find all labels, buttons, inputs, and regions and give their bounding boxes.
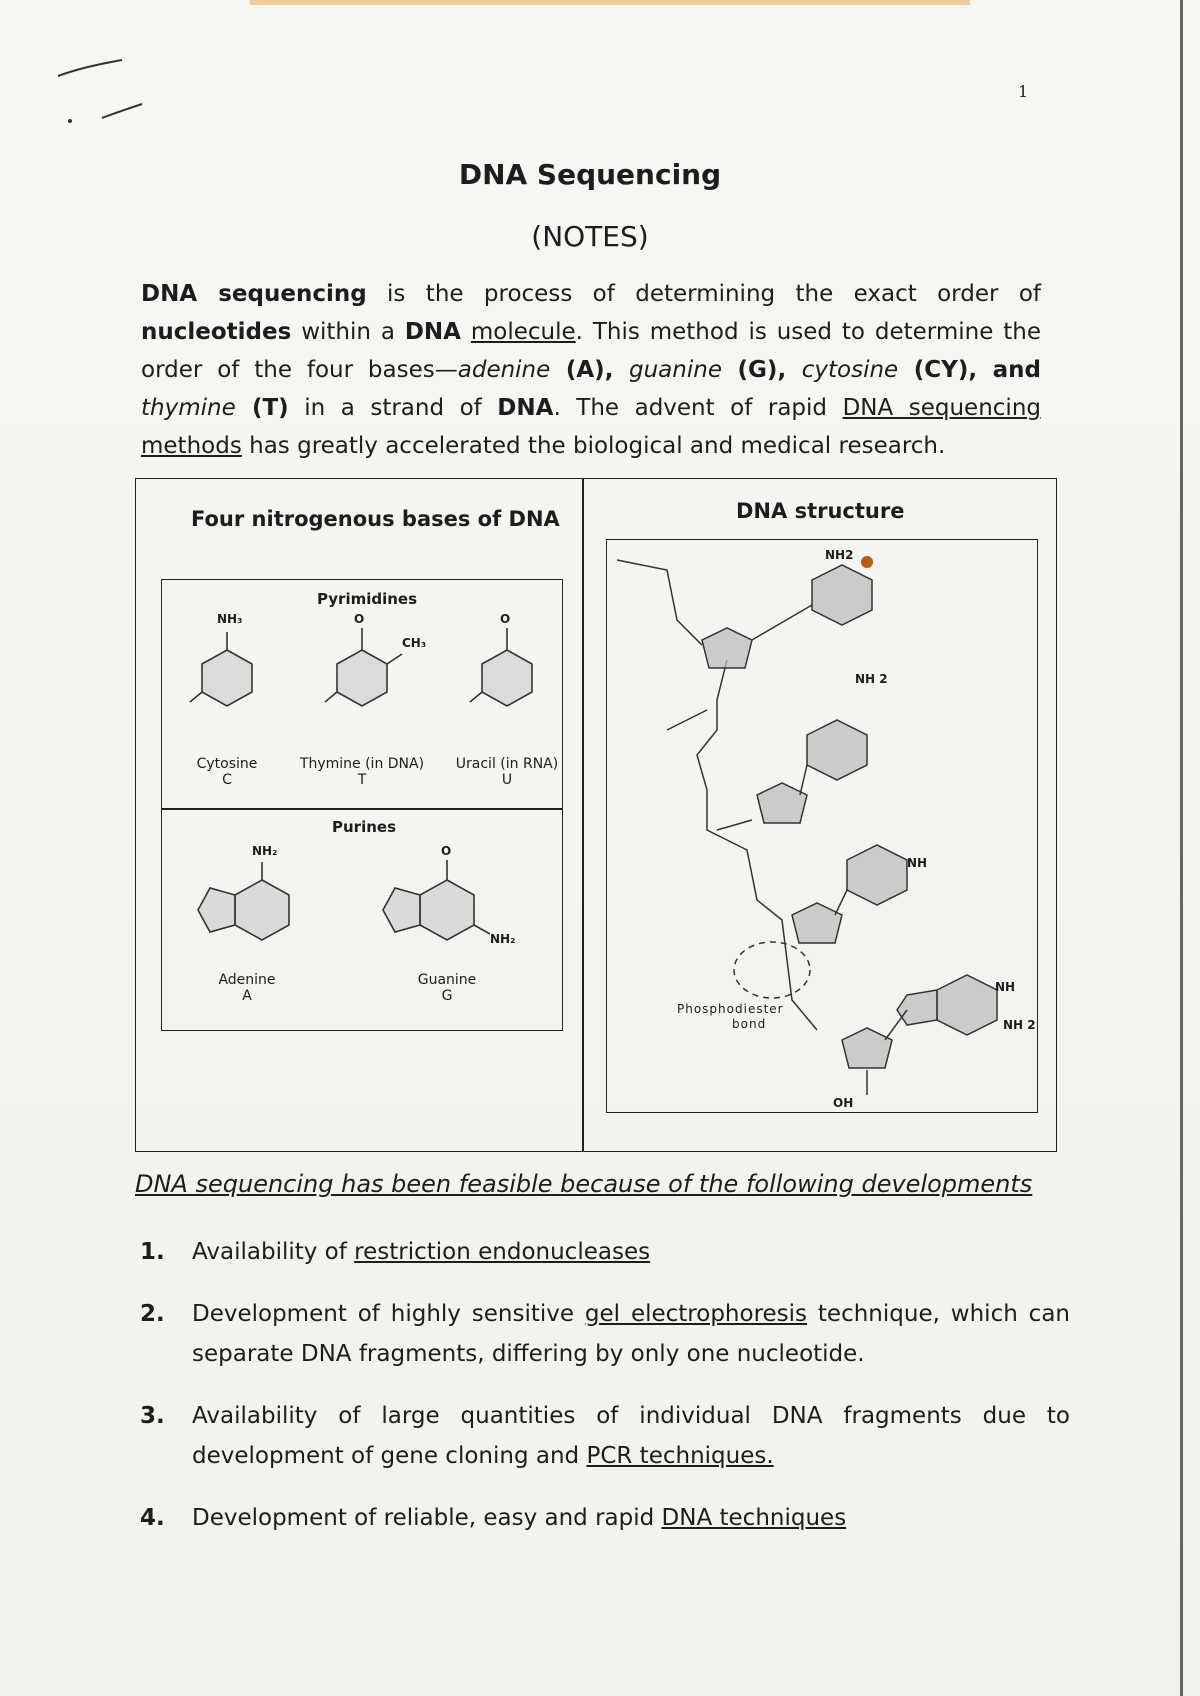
- phosphodiester-label: Phosphodiester: [677, 1002, 784, 1016]
- struct-nh2-top: NH2: [825, 548, 854, 562]
- base-ring-4: [937, 975, 997, 1035]
- base-ring-2: [807, 720, 867, 780]
- sugar-ring-2: [757, 783, 807, 823]
- intro-paragraph: DNA sequencing is the process of determining the exact order of nucleotides within a DNA molecule. This method is used to determine the order of the four bases—adenine (A), guanine (G), cytosine (CY), and thymine (T) in a strand of DNA. The advent of rapid DNA sequencing methods has greatly accelerated the biological and medical research.: [141, 281, 1041, 459]
- bases-diagram: [161, 579, 563, 1031]
- term-sequencing-methods: DNA sequencing methods: [141, 395, 1041, 459]
- pyrimidines-label: Pyrimidines: [317, 590, 418, 608]
- thymine-ring: [337, 650, 387, 706]
- guanine-six-ring: [420, 880, 474, 940]
- list-item: 1. Availability of restriction endonucleases: [140, 1239, 651, 1265]
- developments-list: [140, 1232, 1070, 1560]
- page-subtitle: (NOTES): [531, 220, 649, 253]
- list-item: 4. Development of reliable, easy and rapid DNA techniques: [140, 1505, 847, 1531]
- struct-oh: OH: [833, 1096, 854, 1110]
- struct-nh2-bottom: NH 2: [1003, 1018, 1036, 1032]
- developments-heading: DNA sequencing has been feasible because of the following developments: [135, 1170, 1033, 1198]
- guanine-o: O: [441, 844, 452, 858]
- bases-rings: [162, 580, 562, 1030]
- bases-heading: Four nitrogenous bases of DNA: [191, 507, 560, 531]
- struct-nh2-mid: NH 2: [855, 672, 888, 686]
- thymine-ch3: CH₃: [402, 636, 427, 650]
- struct-nh-a: NH: [907, 856, 928, 870]
- adenine-five-ring: [198, 888, 235, 932]
- purines-label: Purines: [332, 818, 396, 836]
- cytosine-ring: [202, 650, 252, 706]
- scan-edge-strip: [250, 0, 970, 5]
- thymine-name: Thymine (in DNA) T: [299, 756, 425, 788]
- guanine-name: Guanine G: [417, 972, 477, 1004]
- structure-heading: DNA structure: [736, 499, 905, 523]
- dna-structure-diagram: [606, 539, 1038, 1113]
- pen-marks: [0, 0, 200, 140]
- adenine-name: Adenine A: [218, 972, 276, 1004]
- struct-nh-b: NH: [995, 980, 1016, 994]
- scan-right-edge: [1180, 0, 1183, 1696]
- page-title: DNA Sequencing: [458, 158, 722, 191]
- uracil-name: Uracil (in RNA) U: [455, 756, 559, 788]
- base-ring-5: [897, 990, 937, 1025]
- adenine-six-ring: [235, 880, 289, 940]
- uracil-o: O: [500, 612, 511, 626]
- thymine-o: O: [354, 612, 365, 626]
- cytosine-name: Cytosine C: [196, 756, 258, 788]
- base-ring-3: [847, 845, 907, 905]
- term-molecule: molecule: [470, 319, 576, 345]
- uracil-ring: [482, 650, 532, 706]
- sugar-ring-4: [842, 1028, 892, 1068]
- sugar-ring-1: [702, 628, 752, 668]
- figure-divider: [582, 479, 584, 1151]
- page-number: 1: [1018, 82, 1029, 101]
- list-item: 2. Development of highly sensitive gel electrophoresis technique, which can separate DNA fragments, differing by only one nucleotide.: [140, 1301, 1070, 1367]
- guanine-nh2: NH₂: [490, 932, 516, 946]
- list-item: 3. Availability of large quantities of individual DNA fragments due to development of gene cloning and PCR techniques.: [140, 1403, 1070, 1469]
- figure-panel: [135, 478, 1057, 1152]
- base-ring-1: [812, 565, 872, 625]
- dna-strand-drawing: [607, 540, 1037, 1112]
- term-dna-sequencing: DNA sequencing: [141, 281, 367, 307]
- adenine-nh2: NH₂: [252, 844, 278, 858]
- guanine-five-ring: [383, 888, 420, 932]
- sugar-ring-3: [792, 903, 842, 943]
- bond-label: bond: [732, 1017, 767, 1031]
- cytosine-nh3: NH₃: [217, 612, 243, 626]
